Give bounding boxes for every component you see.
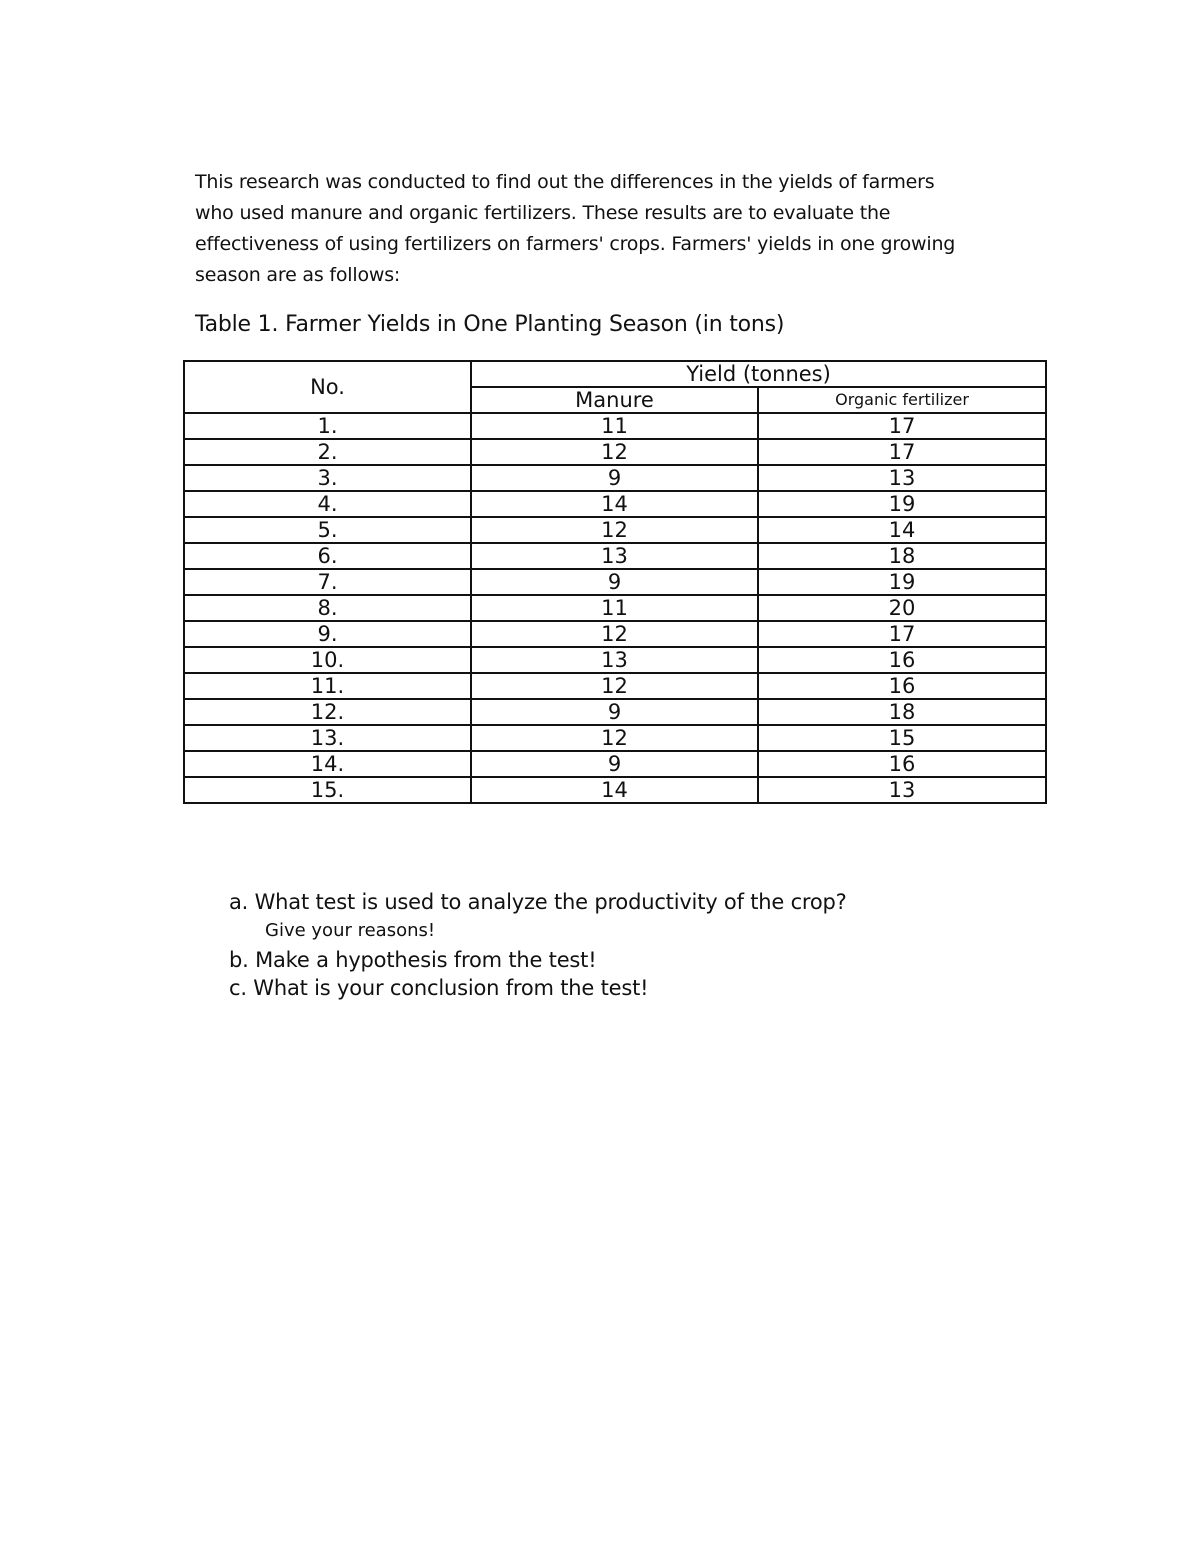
table-row (184, 673, 1046, 699)
intro-line: season are as follows: (195, 264, 401, 286)
cell-manure: 12 (471, 439, 758, 465)
question-b: b. Make a hypothesis from the test! (229, 948, 597, 972)
header-no: No. (184, 361, 471, 413)
table-row (184, 491, 1046, 517)
cell-no: 7. (184, 569, 471, 595)
cell-manure: 9 (471, 465, 758, 491)
cell-organic: 16 (758, 673, 1046, 699)
cell-manure: 9 (471, 569, 758, 595)
cell-manure: 14 (471, 491, 758, 517)
cell-no: 5. (184, 517, 471, 543)
cell-manure: 14 (471, 777, 758, 803)
cell-organic: 15 (758, 725, 1046, 751)
cell-organic: 17 (758, 439, 1046, 465)
question-list (229, 888, 847, 1002)
question-a: a. What test is used to analyze the productivity of the crop? (229, 890, 847, 914)
table-row (184, 595, 1046, 621)
cell-no: 4. (184, 491, 471, 517)
cell-no: 15. (184, 777, 471, 803)
table-row (184, 569, 1046, 595)
cell-no: 13. (184, 725, 471, 751)
cell-organic: 18 (758, 699, 1046, 725)
yield-table (183, 360, 1047, 804)
cell-manure: 12 (471, 621, 758, 647)
table-row (184, 465, 1046, 491)
intro-paragraph (195, 167, 1015, 291)
cell-manure: 9 (471, 699, 758, 725)
cell-organic: 14 (758, 517, 1046, 543)
cell-manure: 12 (471, 517, 758, 543)
cell-manure: 12 (471, 673, 758, 699)
question-a-note: Give your reasons! (265, 920, 436, 941)
cell-manure: 11 (471, 413, 758, 439)
cell-no: 9. (184, 621, 471, 647)
table-caption: Table 1. Farmer Yields in One Planting Season (in tons) (195, 312, 785, 337)
intro-line: who used manure and organic fertilizers. These results are to evaluate the (195, 202, 891, 224)
cell-organic: 17 (758, 413, 1046, 439)
table-row (184, 413, 1046, 439)
table-row (184, 543, 1046, 569)
cell-organic: 20 (758, 595, 1046, 621)
cell-no: 1. (184, 413, 471, 439)
table-row (184, 725, 1046, 751)
intro-line: This research was conducted to find out the differences in the yields of farmers (195, 171, 935, 193)
table-row (184, 699, 1046, 725)
cell-manure: 9 (471, 751, 758, 777)
cell-no: 6. (184, 543, 471, 569)
header-organic-fertilizer: Organic fertilizer (758, 387, 1046, 413)
cell-organic: 13 (758, 777, 1046, 803)
table-row (184, 517, 1046, 543)
cell-no: 10. (184, 647, 471, 673)
cell-organic: 19 (758, 491, 1046, 517)
cell-manure: 11 (471, 595, 758, 621)
question-c: c. What is your conclusion from the test! (229, 976, 649, 1000)
cell-manure: 12 (471, 725, 758, 751)
cell-manure: 13 (471, 647, 758, 673)
cell-organic: 16 (758, 647, 1046, 673)
cell-organic: 13 (758, 465, 1046, 491)
table-body (184, 413, 1046, 803)
table-row (184, 777, 1046, 803)
table-row (184, 647, 1046, 673)
cell-no: 12. (184, 699, 471, 725)
cell-organic: 18 (758, 543, 1046, 569)
cell-organic: 16 (758, 751, 1046, 777)
cell-no: 11. (184, 673, 471, 699)
intro-line: effectiveness of using fertilizers on farmers' crops. Farmers' yields in one growing (195, 233, 956, 255)
table-row (184, 751, 1046, 777)
cell-organic: 17 (758, 621, 1046, 647)
cell-no: 2. (184, 439, 471, 465)
table-row (184, 439, 1046, 465)
cell-no: 8. (184, 595, 471, 621)
table-row (184, 621, 1046, 647)
cell-no: 3. (184, 465, 471, 491)
cell-manure: 13 (471, 543, 758, 569)
header-yield: Yield (tonnes) (471, 361, 1046, 387)
cell-no: 14. (184, 751, 471, 777)
cell-organic: 19 (758, 569, 1046, 595)
header-manure: Manure (471, 387, 758, 413)
